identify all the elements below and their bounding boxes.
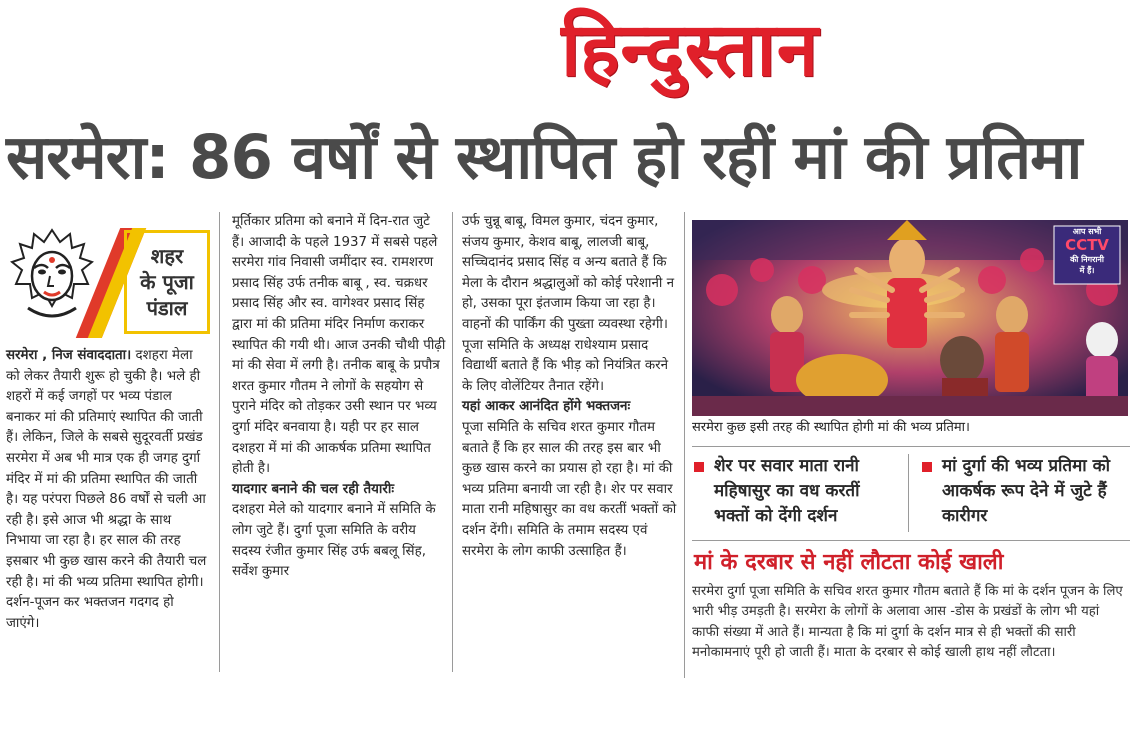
- highlight-1-line-2: महिषासुर का वध करतीं: [714, 481, 860, 501]
- section-badge: [6, 218, 212, 336]
- column-2-text-2: दशहरा मेले को यादगार बनाने में समिति के लोग जुटे हैं। दुर्गा पूजा समिति के वरीय सदस्य रंजीत कुमार सिंह उर्फ बबलू सिंह, सर्वेश कुमार: [232, 502, 436, 580]
- badge-line-2: के पूजा: [140, 270, 194, 294]
- highlight-1: [694, 454, 904, 534]
- article-column-2: [232, 212, 446, 583]
- column-1-text: दशहरा मेला को लेकर तैयारी शुरू हो चुकी है। भले ही शहरों में कई जगहों पर भव्य पंडाल बनाकर मां की प्रतिमाएं स्थापित की जाती हैं। लेकिन, जिले के सबसे सुदूरवर्ती प्रखंड सरमेरा में अब भी मात्र एक ही जगह दुर्गा मंदिर में मां की प्रतिमा स्थापित की जाती है। यह परंपरा पिछले 86 वर्षों से चली आ रही है। इसे आज भी श्रद्धा के साथ निभाया जा रहा है। हर साल की तरह इसबार भी कुछ खास करने की तैयारी चल रही है। मां की भव्य प्रतिमा स्थापित होगी। दर्शन-पूजन कर भक्तजन गदगद हो जाएंगे।: [6, 348, 207, 631]
- highlight-2: [922, 454, 1130, 534]
- column-divider: [452, 212, 453, 672]
- column-3-subhead: यहां आकर आनंदित होंगे भक्तजनः: [462, 399, 631, 415]
- column-divider: [684, 212, 685, 678]
- bullet-square-icon: [694, 462, 704, 472]
- photo-caption: सरमेरा कुछ इसी तरह की स्थापित होगी मां की भव्य प्रतिमा।: [692, 420, 970, 435]
- column-divider: [219, 212, 220, 672]
- sidebar-heading: मां के दरबार से नहीं लौटता कोई खाली: [694, 550, 1004, 575]
- idol-photo: [692, 220, 1128, 416]
- goddess-face-icon: [10, 228, 94, 320]
- cctv-banner: [1054, 226, 1120, 284]
- highlight-1-line-1: शेर पर सवार माता रानी: [714, 456, 859, 476]
- sidebar-text: सरमेरा दुर्गा पूजा समिति के सचिव शरत कुमार गौतम बताते हैं कि मां के दर्शन पूजन के लिए भारी भीड़ उमड़ती है। सरमेरा के लोगों के अलावा आस -डोस के प्रखंडों के लोग भी यहां काफी संख्या में आते हैं। मान्यता है कि मां दुर्गा के दर्शन मात्र से ही भक्तों की सारी मनोकामनाएं पूरी हो जाती हैं। माता के दरबार से कोई खाली हाथ नहीं लौटता।: [692, 584, 1123, 661]
- headline: सरमेरा: 86 वर्षों से स्थापित हो रहीं मां की प्रतिमा: [6, 122, 1082, 193]
- newspaper-masthead: हिन्दुस्तान: [561, 7, 819, 93]
- badge-label-box: [124, 230, 210, 334]
- column-2-text-1: मूर्तिकार प्रतिमा को बनाने में दिन-रात जुटे हैं। आजादी के पहले 1937 में सबसे पहले सरमेरा गांव निवासी जमींदार स्व. रामशरण प्रसाद सिंह उर्फ तनीक बाबू , स्व. चक्रधर प्रसाद सिंह और स्व. वागेश्वर प्रसाद सिंह द्वारा मां की प्रतिमा मंदिर निर्माण कराकर स्थापित की गयी थी। आज उनकी चौथी पीढ़ी मां की सेवा में लगी है। तनीक बाबू के प्रपौत्र शरत कुमार गौतम ने लोगों के सहयोग से पुराने मंदिर को तोड़कर उसी स्थान पर भव्य दुर्गा मंदिर बनवाया है। यही पर हर साल दशहरा में मां की आकर्षक प्रतिमा स्थापित होती है।: [232, 214, 446, 477]
- column-3-text-1: उर्फ चुन्नू बाबू, विमल कुमार, चंदन कुमार, संजय कुमार, केशव बाबू, लालजी बाबू, सच्चिदानंद प्रसाद सिंह व अन्य बताते हैं कि मेला के दौरान श्रद्धालुओं को कोई परेशानी न हो, उसका पूरा इंतजाम किया जा रहा है। वाहनों की पार्किंग की पुख्ता व्यवस्था रहेगी। पूजा समिति के अध्यक्ष राधेश्याम प्रसाद विद्यार्थी बताते हैं कि भीड़ को नियंत्रित करने के लिए वोलेंटियर तैनात रहेंगे।: [462, 214, 675, 394]
- cctv-banner-line-2: CCTV: [1065, 236, 1109, 254]
- column-2-subhead: यादगार बनाने की चल रही तैयारीः: [232, 481, 395, 497]
- highlight-divider: [908, 454, 909, 532]
- cctv-banner-line-4: में हैं।: [1079, 266, 1095, 275]
- section-divider: [692, 540, 1130, 541]
- column-3-text-2: पूजा समिति के सचिव शरत कुमार गौतम बताते हैं कि हर साल की तरह इस बार भी कुछ खास करने का प्रयास हो रहा है। मां की भव्य प्रतिमा बनायी जा रही है। शेर पर सवार माता रानी महिषासुर का वध करतीं भक्तों को दर्शन देंगी। समिति के तमाम सदस्य एवं सरमेरा के लोग काफी उत्साहित हैं।: [462, 419, 677, 559]
- article-column-3: [462, 212, 680, 562]
- badge-line-1: शहर: [150, 244, 184, 268]
- cctv-banner-line-3: की निगरानी: [1070, 255, 1104, 264]
- badge-line-3: पंडाल: [146, 296, 188, 320]
- section-divider: [692, 446, 1130, 447]
- highlight-2-line-2: आकर्षक रूप देने में जुटे हैं: [942, 481, 1107, 501]
- byline: सरमेरा , निज संवाददाता।: [6, 348, 132, 363]
- highlight-2-line-3: कारीगर: [942, 506, 988, 526]
- cctv-banner-line-1: आप सभी: [1072, 227, 1102, 236]
- highlight-2-line-1: मां दुर्गा की भव्य प्रतिमा को: [942, 456, 1111, 476]
- article-column-1: [6, 346, 210, 634]
- bullet-square-icon: [922, 462, 932, 472]
- highlight-1-line-3: भक्तों को देंगी दर्शन: [714, 506, 838, 526]
